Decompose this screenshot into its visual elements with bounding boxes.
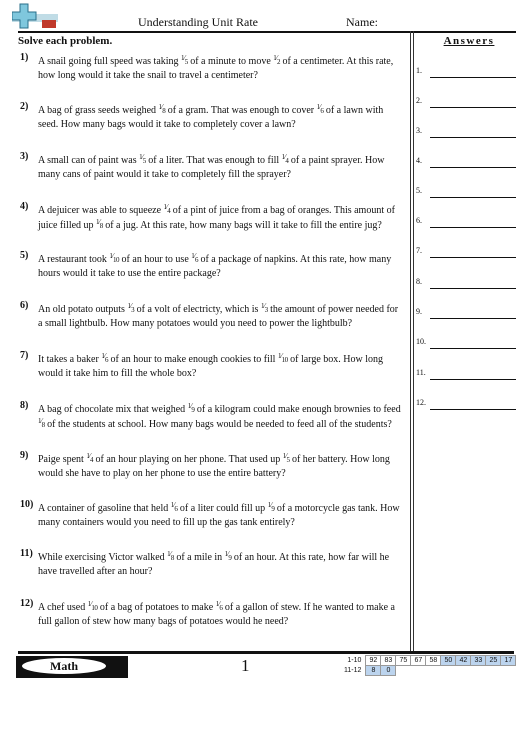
problem-text-segment: of a volt of electricty, which is xyxy=(134,304,261,315)
score-cell: 33 xyxy=(471,656,486,666)
problem-text-segment: While exercising Victor walked xyxy=(38,552,168,563)
problem-text-segment: A container of gasoline that held xyxy=(38,503,171,514)
name-label: Name: xyxy=(346,15,378,29)
score-cell: 92 xyxy=(366,656,381,666)
problem-text xyxy=(38,501,404,530)
problem-text-segment: Paige spent xyxy=(38,454,87,465)
problem-text-segment: A dejuicer was able to squeeze xyxy=(38,205,164,216)
fraction: 1⁄6 xyxy=(191,252,198,264)
problem-text xyxy=(38,302,404,331)
problem-text-segment: of a jug. At this rate, how many bags will it take to fill the entire jug? xyxy=(102,220,382,231)
fraction-numerator: 1 xyxy=(38,417,41,425)
fraction-denominator: 8 xyxy=(170,554,174,562)
answer-row xyxy=(416,246,516,260)
score-row-label: 11-12 xyxy=(344,667,362,674)
fraction-denominator: 5 xyxy=(142,157,146,165)
problem-text xyxy=(38,252,404,281)
header-rule xyxy=(18,31,516,33)
problem-number: 8) xyxy=(20,400,29,411)
problem-number: 12) xyxy=(20,598,34,609)
fraction-numerator: 1 xyxy=(273,54,277,62)
fraction-numerator: 1 xyxy=(170,501,174,509)
score-cell: 58 xyxy=(426,656,441,666)
answer-blank[interactable] xyxy=(430,137,516,138)
score-row-label: 1-10 xyxy=(347,657,362,664)
fraction-numerator: 1 xyxy=(167,550,171,558)
fraction-numerator: 1 xyxy=(215,600,219,608)
fraction: 1⁄6 xyxy=(215,600,223,612)
fraction: 1⁄6 xyxy=(101,352,108,364)
fraction: 1⁄5 xyxy=(282,452,290,464)
fraction: 1⁄8 xyxy=(158,103,166,115)
problem-number: 5) xyxy=(20,250,29,261)
answer-blank[interactable] xyxy=(430,167,516,168)
answer-number: 11. xyxy=(416,368,426,377)
answer-row xyxy=(416,96,516,110)
problem-number: 3) xyxy=(20,151,29,162)
problem-number: 2) xyxy=(20,101,29,112)
score-cell: 83 xyxy=(381,656,396,666)
problem-text-segment: the amount of power needed for a small lightbulb. How many potatoes would you need to power the lightbulb? xyxy=(38,304,399,329)
fraction: 1⁄4 xyxy=(163,203,171,215)
subject-label: Math xyxy=(22,658,106,674)
problem-number: 7) xyxy=(20,350,29,361)
fraction: 1⁄10 xyxy=(87,600,98,612)
answer-row xyxy=(416,398,516,412)
answer-row xyxy=(416,126,516,140)
fraction-numerator: 1 xyxy=(87,600,91,608)
answer-blank[interactable] xyxy=(430,77,516,78)
problem-number: 9) xyxy=(20,450,29,461)
fraction-denominator: 6 xyxy=(194,256,198,264)
fraction-numerator: 1 xyxy=(281,153,285,161)
fraction-numerator: 1 xyxy=(86,452,90,460)
fraction-numerator: 1 xyxy=(127,302,131,310)
problem-text-segment: of a minute to move xyxy=(187,56,274,67)
problem-text-segment: of a pint of juice from a bag of oranges. This amount of juice filled up xyxy=(38,205,395,231)
fraction-numerator: 1 xyxy=(224,550,228,558)
fraction-denominator: 10 xyxy=(113,256,120,264)
answer-blank[interactable] xyxy=(430,379,516,380)
score-cell: 67 xyxy=(411,656,426,666)
fraction-denominator: 4 xyxy=(285,157,289,165)
problem-text xyxy=(38,103,404,132)
answers-heading: Answers xyxy=(443,35,495,47)
score-row xyxy=(342,666,516,676)
fraction: 1⁄4 xyxy=(281,153,289,165)
fraction-denominator: 8 xyxy=(162,107,166,115)
answer-row xyxy=(416,216,516,230)
problem-text-segment: of the students at school. How many bags would be needed to feed all of the students? xyxy=(44,419,392,430)
problem-text-segment: of large box. How long would it take him to fill the whole box? xyxy=(38,354,383,379)
fraction-numerator: 1 xyxy=(260,302,264,310)
fraction-denominator: 3 xyxy=(264,306,268,314)
problem-text-segment: It takes a baker xyxy=(38,354,102,365)
score-cell: 0 xyxy=(381,666,396,676)
fraction: 1⁄6 xyxy=(170,501,178,513)
problem-text-segment: of a liter could fill up xyxy=(177,503,268,514)
problem-text-segment: A small can of paint was xyxy=(38,155,140,166)
problem-text-segment: of a gram. That was enough to cover xyxy=(165,105,317,116)
problem-text-segment: of a liter. That was enough to fill xyxy=(145,155,282,166)
answer-blank[interactable] xyxy=(430,288,516,289)
problem-text-segment: of an hour. At this rate, how far will he have travelled after an hour? xyxy=(38,552,390,577)
fraction-numerator: 1 xyxy=(187,402,191,410)
answer-blank[interactable] xyxy=(430,257,516,258)
answer-number: 7. xyxy=(416,246,422,255)
problem-text-segment: A bag of chocolate mix that weighed xyxy=(38,404,188,415)
problem-text xyxy=(38,452,404,481)
problem-text-segment: of a centimeter. At this rate, how long would it take the snail to travel a centimeter? xyxy=(38,56,394,81)
fraction: 1⁄6 xyxy=(316,103,324,115)
fraction: 1⁄10 xyxy=(109,252,120,264)
problem-text xyxy=(38,402,404,432)
answer-row xyxy=(416,186,516,200)
fraction: 1⁄9 xyxy=(267,501,275,513)
fraction-numerator: 1 xyxy=(109,252,113,260)
fraction-denominator: 9 xyxy=(191,406,195,414)
fraction: 1⁄10 xyxy=(277,352,288,364)
problem-text-segment: A bag of grass seeds weighed xyxy=(38,105,159,116)
problem-text-segment: of a mile in xyxy=(173,552,225,563)
problem-text-segment: of a motorcycle gas tank. How many containers would you need to fill up the gas tank entirely? xyxy=(38,503,400,528)
problem-text-segment: of a kilogram could make enough brownies to feed xyxy=(194,404,401,415)
fraction: 1⁄3 xyxy=(260,302,268,314)
score-cell: 75 xyxy=(396,656,411,666)
fraction-denominator: 10 xyxy=(91,604,98,612)
problem-number: 6) xyxy=(20,300,29,311)
fraction-numerator: 1 xyxy=(282,452,286,460)
fraction: 1⁄5 xyxy=(139,153,146,165)
fraction-denominator: 6 xyxy=(174,505,178,513)
fraction-numerator: 1 xyxy=(158,103,162,111)
score-cell: 17 xyxy=(501,656,516,666)
answer-number: 8. xyxy=(416,277,422,286)
answer-number: 5. xyxy=(416,186,422,195)
fraction: 1⁄3 xyxy=(127,302,135,314)
problem-text xyxy=(38,54,404,83)
fraction-numerator: 1 xyxy=(267,501,271,509)
fraction: 1⁄5 xyxy=(181,54,188,66)
problem-text-segment: A chef used xyxy=(38,602,88,613)
answer-row xyxy=(416,337,516,351)
answer-number: 4. xyxy=(416,156,422,165)
score-row xyxy=(342,656,516,666)
answer-blank[interactable] xyxy=(430,227,516,228)
fraction-denominator: 6 xyxy=(104,356,108,364)
problem-text-segment: A snail going full speed was taking xyxy=(38,56,182,67)
fraction: 1⁄9 xyxy=(187,402,195,414)
problem-text-segment: of a gallon of stew. If he wanted to make a full gallon of stew how many bags of potatoes would he need? xyxy=(38,602,395,627)
fraction-numerator: 1 xyxy=(191,252,195,260)
answer-number: 6. xyxy=(416,216,422,225)
answer-blank[interactable] xyxy=(430,348,516,349)
problem-text-segment: of a paint sprayer. How many cans of paint would it take to completely fill the sprayer? xyxy=(38,155,385,180)
answer-number: 9. xyxy=(416,307,422,316)
fraction: 1⁄8 xyxy=(167,550,174,562)
problem-text xyxy=(38,153,404,182)
score-table xyxy=(342,655,516,676)
answer-row xyxy=(416,156,516,170)
problem-text-segment: of a lawn with seed. How many bags would it take to completely cover a lawn? xyxy=(38,105,384,130)
answer-number: 10. xyxy=(416,337,426,346)
fraction-denominator: 8 xyxy=(99,222,103,230)
fraction-denominator: 9 xyxy=(228,554,232,562)
fraction: 1⁄9 xyxy=(224,550,232,562)
answer-row xyxy=(416,66,516,80)
answer-row xyxy=(416,277,516,291)
fraction-numerator: 1 xyxy=(101,352,105,360)
fraction: 1⁄8 xyxy=(96,218,103,230)
fraction: 1⁄2 xyxy=(273,54,280,66)
fraction-numerator: 1 xyxy=(277,352,281,360)
worksheet-logo-icon xyxy=(12,2,58,32)
answer-number: 3. xyxy=(416,126,422,135)
fraction-denominator: 4 xyxy=(90,456,93,464)
score-cell: 8 xyxy=(366,666,381,676)
problem-text-segment: A restaurant took xyxy=(38,254,110,265)
problem-number: 4) xyxy=(20,201,29,212)
problem-text-segment: of a package of napkins. At this rate, how many hours would it take to use the entire package? xyxy=(38,254,392,279)
fraction-numerator: 1 xyxy=(163,203,167,211)
footer-rule xyxy=(18,651,514,654)
answer-number: 2. xyxy=(416,96,422,105)
fraction-denominator: 9 xyxy=(271,505,275,513)
problem-text xyxy=(38,600,404,629)
score-cell: 25 xyxy=(486,656,501,666)
answer-number: 1. xyxy=(416,66,422,75)
answer-blank[interactable] xyxy=(430,107,516,108)
answer-blank[interactable] xyxy=(430,318,516,319)
fraction-numerator: 1 xyxy=(96,218,100,226)
fraction-denominator: 8 xyxy=(41,421,45,429)
problem-text-segment: of an hour to make enough cookies to fill xyxy=(107,354,278,365)
fraction: 1⁄4 xyxy=(86,452,93,464)
answer-blank[interactable] xyxy=(430,409,516,410)
answer-number: 12. xyxy=(416,398,426,407)
answer-blank[interactable] xyxy=(430,197,516,198)
problem-number: 10) xyxy=(20,499,34,510)
fraction-denominator: 3 xyxy=(131,306,135,314)
score-cell: 50 xyxy=(441,656,456,666)
problem-number: 1) xyxy=(20,52,29,63)
instructions: Solve each problem. xyxy=(18,35,113,47)
problem-text xyxy=(38,203,404,233)
fraction-denominator: 6 xyxy=(320,107,324,115)
fraction-denominator: 5 xyxy=(184,58,188,66)
fraction: 1⁄8 xyxy=(38,417,45,429)
problem-text xyxy=(38,550,404,579)
problem-text-segment: of an hour playing on her phone. That used up xyxy=(93,454,283,465)
problem-text-segment: of an hour to use xyxy=(119,254,192,265)
fraction-denominator: 4 xyxy=(167,207,171,215)
page-number: 1 xyxy=(241,656,250,675)
fraction-numerator: 1 xyxy=(139,153,143,161)
problem-text xyxy=(38,352,404,381)
fraction-denominator: 6 xyxy=(219,604,223,612)
problem-text-segment: An old potato outputs xyxy=(38,304,128,315)
page-title: Understanding Unit Rate xyxy=(138,15,258,29)
fraction-numerator: 1 xyxy=(181,54,185,62)
score-cell: 42 xyxy=(456,656,471,666)
fraction-denominator: 5 xyxy=(286,456,290,464)
answer-row xyxy=(416,307,516,321)
fraction-denominator: 2 xyxy=(276,58,280,66)
problem-text-segment: of her battery. How long would she have to play on her phone to use the entire battery? xyxy=(38,454,390,479)
problem-text-segment: of a bag of potatoes to make xyxy=(97,602,216,613)
fraction-numerator: 1 xyxy=(316,103,320,111)
answer-row xyxy=(416,368,516,382)
answers-divider xyxy=(410,31,414,651)
problem-number: 11) xyxy=(20,548,33,559)
fraction-denominator: 10 xyxy=(281,356,288,364)
